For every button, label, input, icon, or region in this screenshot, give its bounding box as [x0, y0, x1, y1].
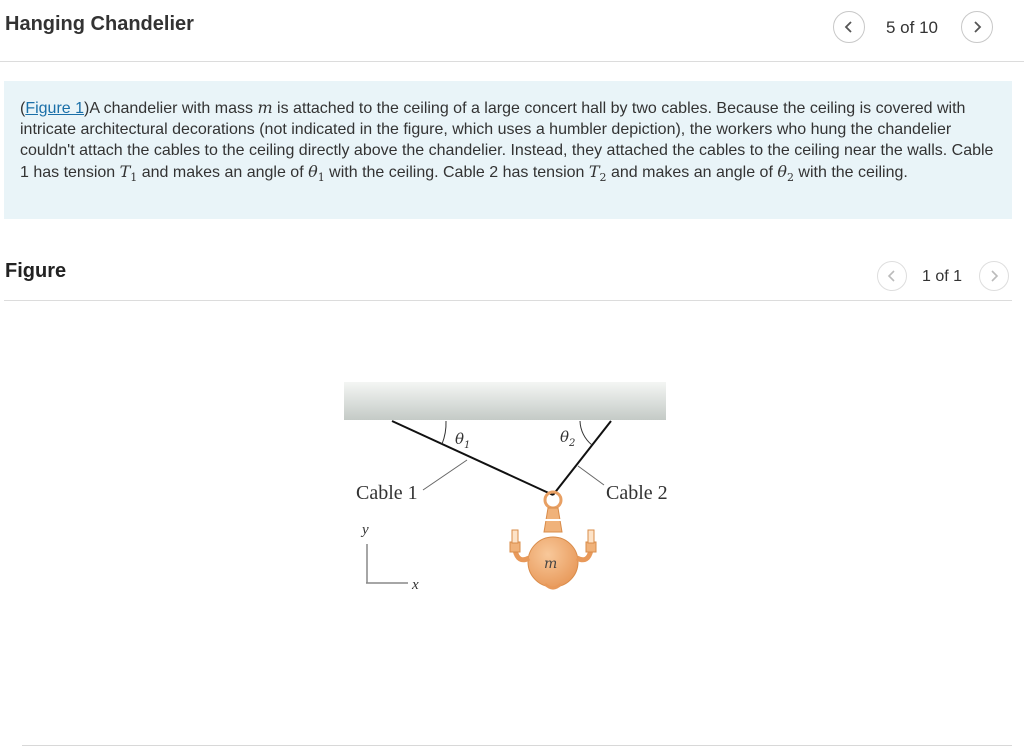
next-problem-button[interactable] — [961, 11, 993, 43]
figure-heading: Figure — [5, 260, 67, 282]
chandelier — [510, 492, 596, 588]
chevron-right-icon — [989, 270, 999, 282]
theta-1-label: $\theta_1$ — [455, 430, 471, 451]
chevron-left-icon — [887, 270, 897, 282]
figure-pager: 1 of 1 — [922, 268, 963, 285]
cable-1-label: Cable 1 — [356, 482, 418, 504]
cable-2-leader — [578, 466, 604, 485]
y-axis-label: y — [362, 522, 369, 538]
tension-symbol: $T_1$ — [119, 162, 138, 185]
angle-arc-1 — [442, 421, 446, 444]
problem-text: A chandelier with mass — [89, 100, 258, 117]
angle-symbol: $\theta_1$ — [308, 162, 325, 185]
x-axis-label: x — [412, 577, 419, 593]
prev-problem-button[interactable] — [833, 11, 865, 43]
top-header — [0, 0, 1024, 62]
problem-pager: 5 of 10 — [886, 18, 938, 37]
mass-label: m — [544, 556, 558, 572]
mass-symbol: m — [257, 98, 273, 117]
figure-link[interactable]: Figure 1 — [25, 100, 85, 117]
problem-text: with the ceiling. — [793, 164, 908, 181]
coordinate-axes — [366, 544, 408, 583]
angle-arc-2 — [580, 421, 592, 445]
next-figure-button[interactable] — [979, 261, 1009, 291]
ceiling — [344, 382, 666, 420]
cable-1-leader — [423, 460, 467, 490]
problem-text: and makes an angle of — [137, 164, 309, 181]
chevron-right-icon — [971, 20, 983, 34]
theta-2-label: $\theta_2$ — [560, 428, 576, 449]
bottom-divider — [22, 745, 1012, 746]
chandelier-figure — [330, 370, 690, 610]
chevron-left-icon — [843, 20, 855, 34]
cable-2-label: Cable 2 — [606, 482, 668, 504]
problem-text: and makes an angle of — [606, 164, 778, 181]
prev-figure-button[interactable] — [877, 261, 907, 291]
angle-symbol: $\theta_2$ — [777, 162, 794, 185]
tension-symbol: $T_2$ — [588, 162, 607, 185]
problem-statement: (Figure 1)A chandelier with mass m is attached to the ceiling of a large concert hall by two cables. Because the ceiling is covered with intricate architectural decorations (not indicated in the figure, which uses a humbler depiction), the workers who hung the chandelier couldn't attach the cables to the ceiling directly above the chandelier. Instead, they attached the cables to the ceiling near the walls. Cable 1 has tension $T_1$ and makes an angle of $\theta_1$ with the ceiling. Cable 2 has tension $T_2$ and makes an angle of $\theta_2$ with the ceiling. — [4, 81, 1012, 219]
figure-divider — [4, 300, 1012, 301]
problem-text: with the ceiling. Cable 2 has tension — [324, 164, 589, 181]
page-title: Hanging Chandelier — [5, 13, 194, 35]
problem-text: is attached to the ceiling of a large concert hall by two cables. Because the ceiling is covered with intricate architectural decorations (not indicated in the figure, which uses a humbler depiction), the workers who hung the chandelier couldn't attach the cables to the ceiling directly above the chandelier. Instead, they attached the cables to the ceiling near the walls. Cable 1 has tension — [20, 100, 994, 181]
